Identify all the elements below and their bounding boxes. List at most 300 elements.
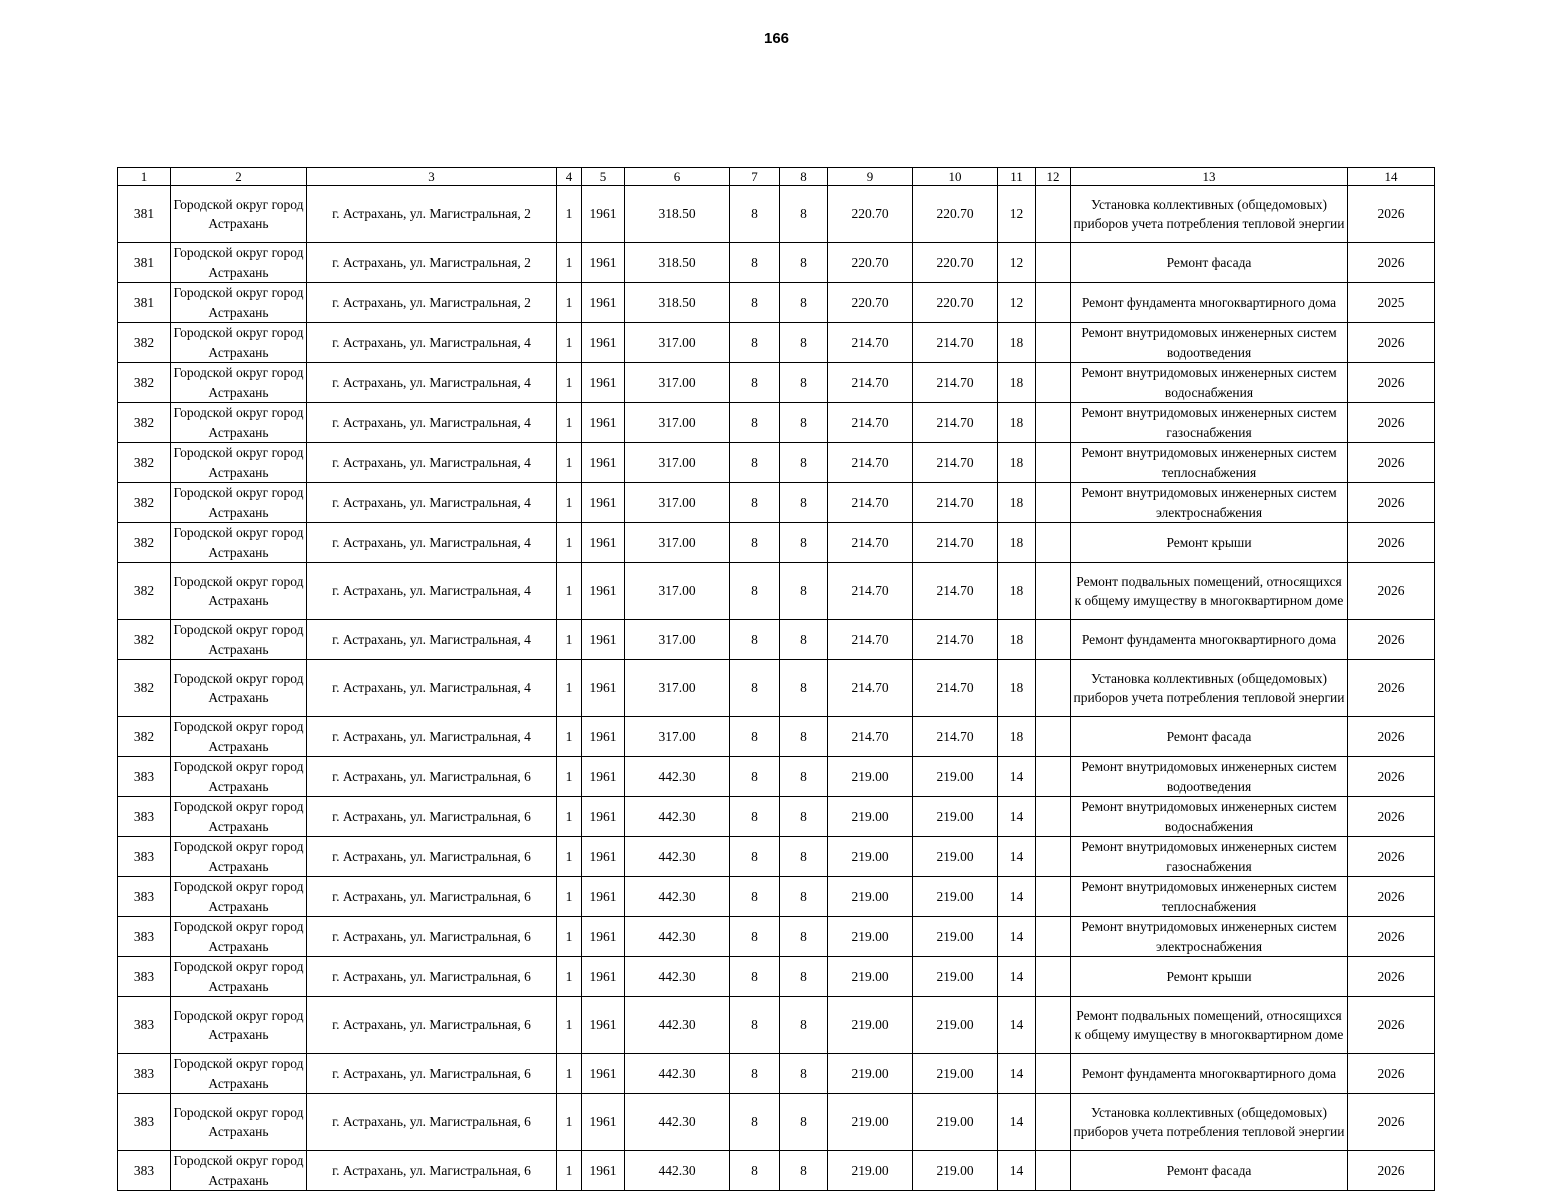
cell-col-9: 219.00 [828,797,913,837]
cell-col-4: 1 [557,563,582,620]
cell-col-14: 2026 [1348,323,1435,363]
cell-col-9: 219.00 [828,1054,913,1094]
cell-col-12 [1036,957,1071,997]
cell-col-4: 1 [557,363,582,403]
cell-col-7: 8 [730,1151,780,1191]
cell-col-7: 8 [730,660,780,717]
cell-col-9: 219.00 [828,1094,913,1151]
cell-col-3: г. Астрахань, ул. Магистральная, 6 [307,877,557,917]
cell-col-4: 1 [557,1094,582,1151]
cell-col-1: 383 [118,957,171,997]
cell-col-6: 317.00 [625,660,730,717]
cell-col-14: 2026 [1348,917,1435,957]
cell-col-4: 1 [557,1151,582,1191]
cell-col-6: 442.30 [625,997,730,1054]
cell-col-8: 8 [780,1151,828,1191]
cell-col-4: 1 [557,403,582,443]
cell-col-9: 219.00 [828,757,913,797]
cell-col-2: Городской округ город Астрахань [171,917,307,957]
table-row [118,483,1435,523]
cell-col-4: 1 [557,1054,582,1094]
cell-col-5: 1961 [582,1094,625,1151]
cell-col-12 [1036,363,1071,403]
cell-col-4: 1 [557,443,582,483]
cell-col-2: Городской округ город Астрахань [171,757,307,797]
cell-col-7: 8 [730,997,780,1054]
cell-col-12 [1036,483,1071,523]
table-row [118,283,1435,323]
cell-col-10: 214.70 [913,483,998,523]
cell-col-10: 219.00 [913,1054,998,1094]
cell-col-9: 214.70 [828,563,913,620]
cell-col-1: 382 [118,563,171,620]
cell-col-5: 1961 [582,363,625,403]
page-number: 166 [763,30,790,47]
cell-col-12 [1036,283,1071,323]
cell-col-8: 8 [780,837,828,877]
cell-col-6: 317.00 [625,403,730,443]
cell-col-8: 8 [780,283,828,323]
cell-col-12 [1036,186,1071,243]
column-header: 11 [998,168,1036,186]
cell-col-3: г. Астрахань, ул. Магистральная, 4 [307,523,557,563]
cell-col-7: 8 [730,483,780,523]
cell-col-6: 442.30 [625,877,730,917]
cell-col-6: 442.30 [625,957,730,997]
cell-col-6: 317.00 [625,363,730,403]
cell-col-14: 2026 [1348,717,1435,757]
cell-col-10: 219.00 [913,1094,998,1151]
cell-col-5: 1961 [582,563,625,620]
cell-col-7: 8 [730,917,780,957]
cell-col-4: 1 [557,997,582,1054]
table-row [118,243,1435,283]
cell-col-14: 2026 [1348,837,1435,877]
cell-col-1: 382 [118,443,171,483]
cell-col-14: 2026 [1348,1094,1435,1151]
cell-col-12 [1036,323,1071,363]
cell-col-8: 8 [780,403,828,443]
table-row [118,363,1435,403]
cell-col-11: 14 [998,757,1036,797]
cell-col-7: 8 [730,323,780,363]
cell-col-9: 219.00 [828,837,913,877]
cell-col-10: 220.70 [913,186,998,243]
cell-col-12 [1036,1151,1071,1191]
cell-col-9: 214.70 [828,483,913,523]
cell-col-4: 1 [557,877,582,917]
cell-col-9: 219.00 [828,1151,913,1191]
cell-col-2: Городской округ город Астрахань [171,620,307,660]
cell-col-1: 382 [118,363,171,403]
cell-col-14: 2026 [1348,363,1435,403]
cell-col-5: 1961 [582,917,625,957]
cell-col-11: 14 [998,797,1036,837]
cell-col-8: 8 [780,620,828,660]
cell-col-3: г. Астрахань, ул. Магистральная, 4 [307,717,557,757]
cell-col-3: г. Астрахань, ул. Магистральная, 6 [307,797,557,837]
cell-col-11: 18 [998,323,1036,363]
cell-col-14: 2026 [1348,186,1435,243]
cell-col-12 [1036,443,1071,483]
cell-col-4: 1 [557,797,582,837]
cell-col-4: 1 [557,186,582,243]
cell-col-11: 18 [998,620,1036,660]
column-header: 2 [171,168,307,186]
cell-col-9: 214.70 [828,717,913,757]
cell-col-12 [1036,757,1071,797]
column-header: 13 [1071,168,1348,186]
cell-col-11: 18 [998,660,1036,717]
cell-col-7: 8 [730,403,780,443]
cell-col-11: 12 [998,283,1036,323]
cell-col-11: 18 [998,443,1036,483]
cell-col-2: Городской округ город Астрахань [171,1054,307,1094]
cell-col-14: 2026 [1348,757,1435,797]
cell-col-3: г. Астрахань, ул. Магистральная, 6 [307,757,557,797]
cell-col-3: г. Астрахань, ул. Магистральная, 6 [307,1054,557,1094]
cell-col-12 [1036,717,1071,757]
cell-col-3: г. Астрахань, ул. Магистральная, 4 [307,660,557,717]
cell-col-13: Ремонт внутридомовых инженерных систем теплоснабжения [1071,443,1348,483]
cell-col-13: Ремонт внутридомовых инженерных систем водоснабжения [1071,363,1348,403]
cell-col-13: Ремонт фасада [1071,243,1348,283]
cell-col-4: 1 [557,523,582,563]
cell-col-3: г. Астрахань, ул. Магистральная, 6 [307,917,557,957]
cell-col-1: 382 [118,403,171,443]
cell-col-3: г. Астрахань, ул. Магистральная, 4 [307,323,557,363]
cell-col-4: 1 [557,660,582,717]
cell-col-6: 442.30 [625,757,730,797]
cell-col-5: 1961 [582,837,625,877]
cell-col-13: Ремонт внутридомовых инженерных систем водоотведения [1071,323,1348,363]
cell-col-11: 18 [998,363,1036,403]
cell-col-9: 214.70 [828,523,913,563]
table-row [118,660,1435,717]
cell-col-13: Ремонт фундамента многоквартирного дома [1071,1054,1348,1094]
cell-col-5: 1961 [582,283,625,323]
cell-col-8: 8 [780,877,828,917]
cell-col-9: 214.70 [828,443,913,483]
cell-col-2: Городской округ город Астрахань [171,1094,307,1151]
cell-col-13: Ремонт внутридомовых инженерных систем газоснабжения [1071,403,1348,443]
cell-col-1: 382 [118,323,171,363]
cell-col-14: 2026 [1348,1054,1435,1094]
cell-col-5: 1961 [582,323,625,363]
table-row [118,837,1435,877]
cell-col-14: 2026 [1348,243,1435,283]
cell-col-9: 219.00 [828,877,913,917]
table-row [118,403,1435,443]
cell-col-13: Ремонт крыши [1071,957,1348,997]
cell-col-8: 8 [780,563,828,620]
cell-col-7: 8 [730,443,780,483]
cell-col-5: 1961 [582,186,625,243]
cell-col-7: 8 [730,717,780,757]
cell-col-7: 8 [730,797,780,837]
cell-col-5: 1961 [582,997,625,1054]
cell-col-5: 1961 [582,523,625,563]
cell-col-5: 1961 [582,483,625,523]
table-row [118,563,1435,620]
table-row [118,957,1435,997]
cell-col-1: 382 [118,523,171,563]
cell-col-1: 383 [118,837,171,877]
cell-col-2: Городской округ город Астрахань [171,717,307,757]
cell-col-7: 8 [730,837,780,877]
cell-col-1: 381 [118,186,171,243]
cell-col-13: Ремонт фундамента многоквартирного дома [1071,283,1348,323]
cell-col-3: г. Астрахань, ул. Магистральная, 2 [307,283,557,323]
cell-col-3: г. Астрахань, ул. Магистральная, 4 [307,620,557,660]
cell-col-6: 442.30 [625,797,730,837]
column-header: 6 [625,168,730,186]
cell-col-2: Городской округ город Астрахань [171,323,307,363]
cell-col-12 [1036,1094,1071,1151]
cell-col-7: 8 [730,186,780,243]
cell-col-1: 381 [118,243,171,283]
cell-col-8: 8 [780,363,828,403]
cell-col-6: 317.00 [625,523,730,563]
cell-col-6: 318.50 [625,243,730,283]
cell-col-13: Ремонт крыши [1071,523,1348,563]
cell-col-1: 382 [118,620,171,660]
cell-col-4: 1 [557,283,582,323]
table-row [118,1094,1435,1151]
cell-col-8: 8 [780,717,828,757]
cell-col-2: Городской округ город Астрахань [171,363,307,403]
cell-col-7: 8 [730,957,780,997]
cell-col-7: 8 [730,523,780,563]
column-header: 3 [307,168,557,186]
cell-col-14: 2026 [1348,1151,1435,1191]
cell-col-1: 383 [118,1094,171,1151]
cell-col-12 [1036,523,1071,563]
cell-col-8: 8 [780,957,828,997]
cell-col-6: 442.30 [625,1094,730,1151]
cell-col-2: Городской округ город Астрахань [171,243,307,283]
cell-col-12 [1036,917,1071,957]
cell-col-9: 220.70 [828,283,913,323]
cell-col-8: 8 [780,1054,828,1094]
cell-col-11: 14 [998,917,1036,957]
cell-col-8: 8 [780,483,828,523]
cell-col-4: 1 [557,917,582,957]
table-row [118,323,1435,363]
cell-col-5: 1961 [582,660,625,717]
cell-col-10: 219.00 [913,997,998,1054]
cell-col-6: 442.30 [625,837,730,877]
cell-col-11: 14 [998,997,1036,1054]
cell-col-13: Установка коллективных (общедомовых) приборов учета потребления тепловой энергии [1071,660,1348,717]
cell-col-9: 219.00 [828,997,913,1054]
cell-col-8: 8 [780,917,828,957]
cell-col-2: Городской округ город Астрахань [171,563,307,620]
cell-col-4: 1 [557,837,582,877]
cell-col-3: г. Астрахань, ул. Магистральная, 4 [307,483,557,523]
cell-col-5: 1961 [582,757,625,797]
cell-col-1: 382 [118,717,171,757]
cell-col-3: г. Астрахань, ул. Магистральная, 6 [307,1094,557,1151]
table-row [118,443,1435,483]
cell-col-4: 1 [557,757,582,797]
cell-col-3: г. Астрахань, ул. Магистральная, 2 [307,243,557,283]
cell-col-5: 1961 [582,797,625,837]
cell-col-12 [1036,403,1071,443]
cell-col-10: 214.70 [913,660,998,717]
cell-col-5: 1961 [582,443,625,483]
cell-col-5: 1961 [582,243,625,283]
table-row [118,877,1435,917]
cell-col-13: Ремонт внутридомовых инженерных систем электроснабжения [1071,483,1348,523]
cell-col-2: Городской округ город Астрахань [171,997,307,1054]
cell-col-9: 214.70 [828,323,913,363]
cell-col-14: 2026 [1348,523,1435,563]
cell-col-12 [1036,620,1071,660]
cell-col-3: г. Астрахань, ул. Магистральная, 4 [307,443,557,483]
cell-col-5: 1961 [582,877,625,917]
cell-col-10: 219.00 [913,957,998,997]
cell-col-14: 2026 [1348,660,1435,717]
cell-col-1: 383 [118,917,171,957]
cell-col-1: 383 [118,997,171,1054]
cell-col-6: 317.00 [625,717,730,757]
cell-col-12 [1036,997,1071,1054]
cell-col-8: 8 [780,186,828,243]
cell-col-10: 214.70 [913,563,998,620]
cell-col-11: 14 [998,877,1036,917]
cell-col-13: Ремонт фундамента многоквартирного дома [1071,620,1348,660]
cell-col-2: Городской округ город Астрахань [171,443,307,483]
cell-col-11: 18 [998,717,1036,757]
cell-col-1: 381 [118,283,171,323]
cell-col-6: 442.30 [625,917,730,957]
column-header: 12 [1036,168,1071,186]
cell-col-9: 214.70 [828,620,913,660]
cell-col-6: 318.50 [625,186,730,243]
cell-col-8: 8 [780,323,828,363]
cell-col-13: Ремонт внутридомовых инженерных систем газоснабжения [1071,837,1348,877]
cell-col-11: 18 [998,483,1036,523]
table-body [118,186,1435,1191]
column-header: 14 [1348,168,1435,186]
table-row [118,997,1435,1054]
cell-col-14: 2026 [1348,957,1435,997]
cell-col-7: 8 [730,757,780,797]
cell-col-10: 214.70 [913,523,998,563]
cell-col-13: Ремонт фасада [1071,717,1348,757]
cell-col-11: 18 [998,403,1036,443]
cell-col-14: 2026 [1348,563,1435,620]
cell-col-8: 8 [780,660,828,717]
cell-col-9: 214.70 [828,403,913,443]
cell-col-2: Городской округ город Астрахань [171,403,307,443]
cell-col-7: 8 [730,1094,780,1151]
cell-col-7: 8 [730,363,780,403]
column-header: 5 [582,168,625,186]
cell-col-13: Ремонт подвальных помещений, относящихся к общему имуществу в многоквартирном доме [1071,563,1348,620]
cell-col-4: 1 [557,243,582,283]
column-number-row [118,168,1435,186]
cell-col-12 [1036,877,1071,917]
cell-col-5: 1961 [582,620,625,660]
cell-col-7: 8 [730,1054,780,1094]
cell-col-8: 8 [780,243,828,283]
cell-col-1: 383 [118,797,171,837]
cell-col-14: 2026 [1348,403,1435,443]
cell-col-14: 2025 [1348,283,1435,323]
cell-col-10: 214.70 [913,717,998,757]
cell-col-12 [1036,837,1071,877]
cell-col-8: 8 [780,523,828,563]
cell-col-13: Установка коллективных (общедомовых) приборов учета потребления тепловой энергии [1071,186,1348,243]
cell-col-13: Ремонт внутридомовых инженерных систем электроснабжения [1071,917,1348,957]
cell-col-6: 317.00 [625,620,730,660]
cell-col-3: г. Астрахань, ул. Магистральная, 6 [307,997,557,1054]
table-row [118,620,1435,660]
cell-col-11: 18 [998,523,1036,563]
cell-col-13: Ремонт внутридомовых инженерных систем теплоснабжения [1071,877,1348,917]
cell-col-10: 219.00 [913,797,998,837]
cell-col-1: 382 [118,483,171,523]
cell-col-13: Установка коллективных (общедомовых) приборов учета потребления тепловой энергии [1071,1094,1348,1151]
cell-col-7: 8 [730,283,780,323]
cell-col-10: 219.00 [913,837,998,877]
cell-col-4: 1 [557,483,582,523]
cell-col-7: 8 [730,563,780,620]
cell-col-3: г. Астрахань, ул. Магистральная, 4 [307,363,557,403]
cell-col-2: Городской округ город Астрахань [171,523,307,563]
cell-col-13: Ремонт фасада [1071,1151,1348,1191]
cell-col-9: 220.70 [828,243,913,283]
cell-col-11: 18 [998,563,1036,620]
cell-col-11: 14 [998,1094,1036,1151]
column-header: 10 [913,168,998,186]
cell-col-1: 383 [118,1054,171,1094]
cell-col-11: 14 [998,957,1036,997]
cell-col-6: 317.00 [625,483,730,523]
cell-col-2: Городской округ город Астрахань [171,483,307,523]
cell-col-13: Ремонт внутридомовых инженерных систем водоотведения [1071,757,1348,797]
cell-col-2: Городской округ город Астрахань [171,877,307,917]
cell-col-13: Ремонт внутридомовых инженерных систем водоснабжения [1071,797,1348,837]
cell-col-10: 214.70 [913,443,998,483]
cell-col-6: 317.00 [625,443,730,483]
cell-col-6: 317.00 [625,563,730,620]
cell-col-3: г. Астрахань, ул. Магистральная, 6 [307,837,557,877]
cell-col-2: Городской округ город Астрахань [171,660,307,717]
cell-col-11: 12 [998,186,1036,243]
cell-col-3: г. Астрахань, ул. Магистральная, 4 [307,403,557,443]
cell-col-10: 219.00 [913,757,998,797]
column-header: 4 [557,168,582,186]
column-header: 1 [118,168,171,186]
table-row [118,797,1435,837]
cell-col-6: 317.00 [625,323,730,363]
cell-col-9: 219.00 [828,957,913,997]
cell-col-5: 1961 [582,717,625,757]
cell-col-5: 1961 [582,1151,625,1191]
cell-col-1: 382 [118,660,171,717]
cell-col-8: 8 [780,1094,828,1151]
cell-col-10: 219.00 [913,877,998,917]
cell-col-2: Городской округ город Астрахань [171,283,307,323]
cell-col-9: 220.70 [828,186,913,243]
cell-col-10: 219.00 [913,917,998,957]
column-header: 9 [828,168,913,186]
cell-col-14: 2026 [1348,483,1435,523]
cell-col-8: 8 [780,757,828,797]
